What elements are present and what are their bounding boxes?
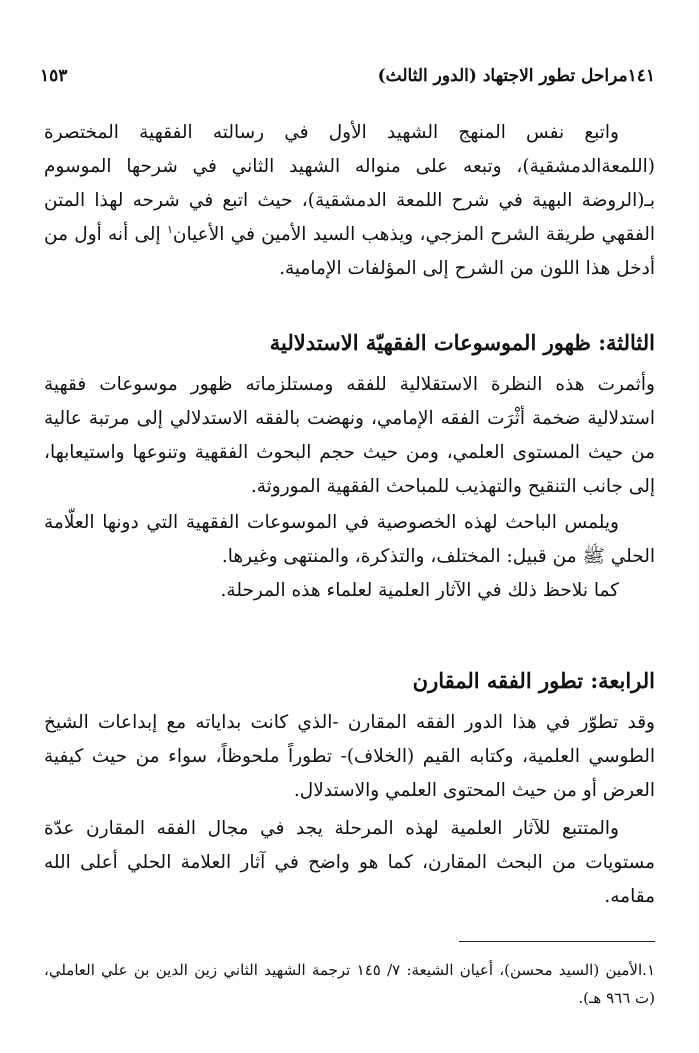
section1-paragraph-text: واتبع نفس المنهج الشهيد الأول في رسالته الفقهية المختصرة (اللمعةالدمشقية)، وتبعه على منواله الشهيد الثاني في شرحها الموسوم بـ(الروضة البهية في شرح اللمعة الدمشقية)، حيث اتبع في شرحه لهذا المتن الفقهي طريقة الشرح المزجي، ويذهب السيد الأمين في الأعيان [44,122,655,245]
section2-paragraph-3: كما نلاحظ ذلك في الآثار العلمية لعلماء هذه المرحلة. [220,580,619,601]
section1-paragraph-end: إلى أنه أول من أدخل هذا اللون من الشرح إلى المؤلفات الإمامية. [44,224,655,279]
footnote [44,956,655,1012]
section3-text [44,706,655,914]
section2-text [44,368,655,608]
section2-paragraph-1: وأثمرت هذه النظرة الاستقلالية للفقه ومستلزماته ظهور موسوعات فقهية استدلالية ضخمة أثْرَت الفقه الإمامي، ونهضت بالفقه الاستدلالي إلى مرتبة عالية من حيث المستوى العلمي، ومن حيث حجم البحوث الفقهية وتنوعها واستيعابها، إلى جانب التنقيح والتهذيب للمباحث الفقهية الموروثة. [44,374,655,497]
section1-text [44,116,655,286]
footnote-separator [459,941,655,942]
running-head [40,62,655,90]
section2-paragraph-2: ويلمس الباحث لهذه الخصوصية في الموسوعات الفقهية التي دونها العلّامة الحلي ﷺ من قبيل: المختلف، والتذكرة، والمنتهى وغيرها. [44,512,655,567]
running-head-title: ١٤١مراحل تطور الاجتهاد (الدور الثالث) [377,66,655,86]
section3-heading: الرابعة: تطور الفقه المقارن [412,668,655,693]
section2-heading: الثالثة: ظهور الموسوعات الفقهيّة الاستدلالية [269,330,655,355]
footnote-text: ١.الأمين (السيد محسن)، أعيان الشيعة: ٧/ ١٤٥ ترجمة الشهيد الثاني زين الدين بن علي العاملي، (ت ٩٦٦ هـ). [44,961,655,1007]
page-number: ١٥٣ [40,66,68,86]
section3-paragraph-2: والمتتبع للآثار العلمية لهذه المرحلة يجد في مجال الفقه المقارن عدّة مستويات من البحث المقارن، كما هو واضح في آثار العلامة الحلي أعلى الله مقامه. [44,818,655,907]
footnote-ref: ١ [166,222,173,236]
section1-paragraph [44,116,655,286]
section3-paragraph-1: وقد تطوّر في هذا الدور الفقه المقارن -الذي كانت بداياته مع إبداعات الشيخ الطوسي العلمية، وكتابه القيم (الخلاف)- تطوراً ملحوظاً، سواء من حيث كيفية العرض أو من حيث المحتوى العلمي والاستدلال. [44,712,655,801]
